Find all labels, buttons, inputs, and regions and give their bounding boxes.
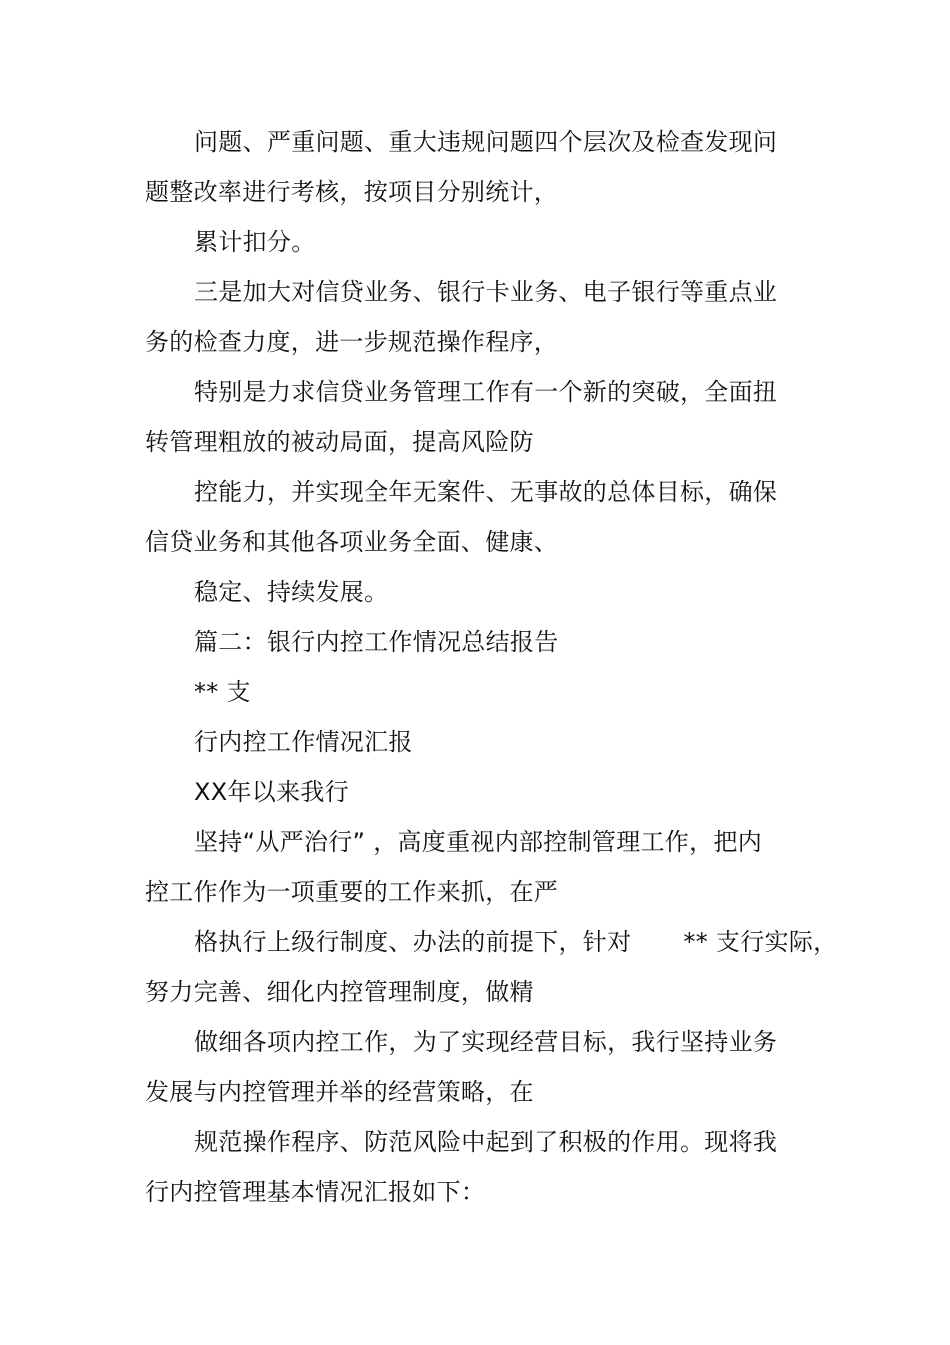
paragraph-line: XX年以来我行 <box>194 778 349 806</box>
paragraph-line: 控工作作为一项重要的工作来抓，在严 <box>145 878 559 906</box>
paragraph-line: 发展与内控管理并举的经营策略，在 <box>145 1078 534 1106</box>
paragraph-line-part: 格执行上级行制度、办法的前提下，针对 <box>194 928 632 956</box>
paragraph-line: 务的检查力度，进一步规范操作程序， <box>145 328 559 356</box>
paragraph-line: ** 支 <box>194 678 251 706</box>
paragraph-line: 做细各项内控工作，为了实现经营目标，我行坚持业务 <box>194 1028 778 1056</box>
paragraph-line-part: ** 支行实际， <box>683 928 838 956</box>
section-heading: 篇二：银行内控工作情况总结报告 <box>194 628 559 656</box>
paragraph-line <box>194 927 837 957</box>
paragraph-line: 行内控管理基本情况汇报如下： <box>145 1178 486 1206</box>
paragraph-line: 转管理粗放的被动局面，提高风险防 <box>145 428 534 456</box>
paragraph-line: 信贷业务和其他各项业务全面、健康、 <box>145 528 559 556</box>
paragraph-line: 坚持“从严治行” ，高度重视内部控制管理工作，把内 <box>194 828 762 856</box>
paragraph-line: 控能力，并实现全年无案件、无事故的总体目标，确保 <box>194 478 778 506</box>
paragraph-line: 问题、严重问题、重大违规问题四个层次及检查发现问 <box>194 128 778 156</box>
paragraph-line: 题整改率进行考核，按项目分别统计， <box>145 178 559 206</box>
paragraph-line: 稳定、持续发展。 <box>194 578 389 606</box>
paragraph-line: 特别是力求信贷业务管理工作有一个新的突破，全面扭 <box>194 378 778 406</box>
paragraph-line: 三是加大对信贷业务、银行卡业务、电子银行等重点业 <box>194 278 778 306</box>
paragraph-line: 努力完善、细化内控管理制度，做精 <box>145 978 534 1006</box>
paragraph-line: 行内控工作情况汇报 <box>194 728 413 756</box>
paragraph-line: 累计扣分。 <box>194 228 316 256</box>
paragraph-line: 规范操作程序、防范风险中起到了积极的作用。现将我 <box>194 1128 778 1156</box>
